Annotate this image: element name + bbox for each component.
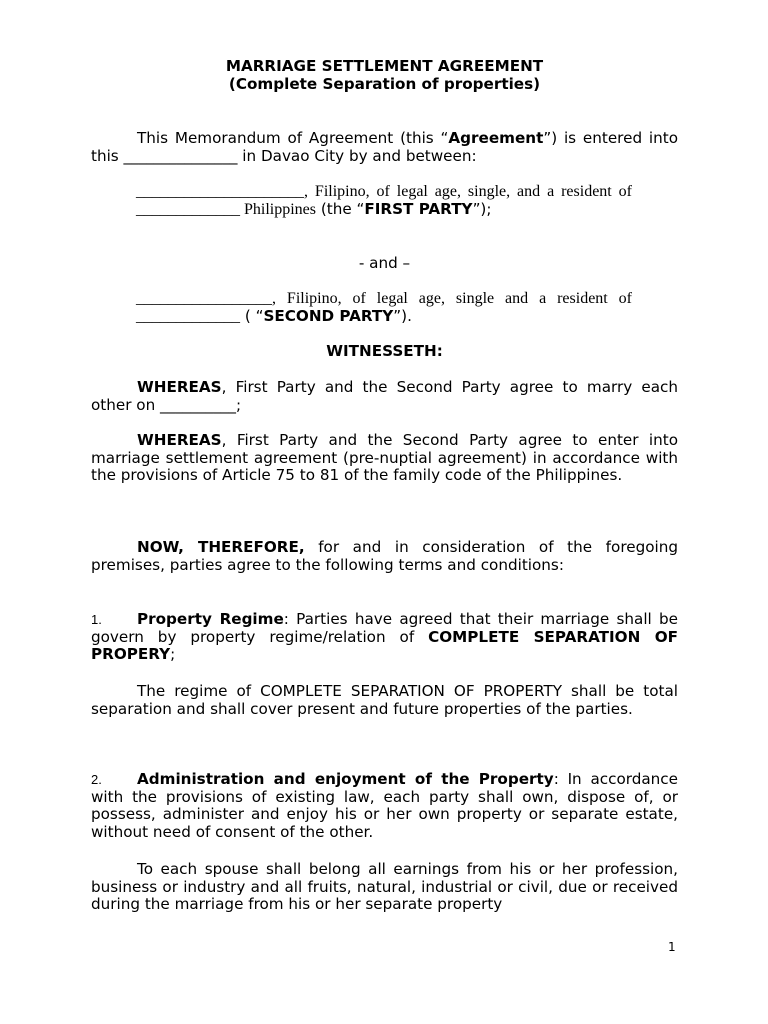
first-party-details: _____________________, Filipino, of legal age, single, and a resident of _____________ Philippines xyxy=(136,183,632,218)
whereas-1-text: , First Party and the Second Party agree to marry each other on __________; xyxy=(91,378,678,414)
first-party-close: ”); xyxy=(472,199,492,218)
whereas-paragraph-1 xyxy=(91,379,678,414)
item-1-bold-end: COMPLETE SEPARATION OF PROPERY xyxy=(91,627,678,664)
agreement-term: Agreement xyxy=(448,129,544,147)
first-party-paragraph xyxy=(136,183,632,218)
and-separator: - and – xyxy=(358,254,411,272)
second-party-details: _________________, Filipino, of legal age, single and a resident of _____________ xyxy=(136,290,632,325)
title-line-1: MARRIAGE SETTLEMENT AGREEMENT xyxy=(225,57,544,75)
item-2-text: : In accordance with the provisions of existing law, each party shall own, dispose of, or possess, administer and enjoy his or her own property or separate estate, without need of consent of the other. xyxy=(91,770,679,841)
first-party-label: FIRST PARTY xyxy=(364,199,473,218)
item-1-end: ; xyxy=(170,645,176,664)
whereas-1-label: WHEREAS xyxy=(137,378,222,396)
item-1-heading: Property Regime xyxy=(137,610,284,628)
second-party-label: SECOND PARTY xyxy=(263,306,394,325)
first-party-open: (the “ xyxy=(316,199,365,218)
whereas-2-text: , First Party and the Second Party agree to enter into marriage settlement agreement (pre-nuptial agreement) in accordance with the provisions of Article 75 to 81 of the family code of the Philippines. xyxy=(91,431,678,485)
page-number: 1 xyxy=(668,940,676,954)
item-2-heading: Administration and enjoyment of the Property xyxy=(137,770,554,788)
spouse-earnings-paragraph: To each spouse shall belong all earnings from his or her profession, business or industry and all fruits, natural, industrial or civil, due or received during the marriage from his or her separate property xyxy=(91,860,678,914)
witnesseth-text: WITNESSETH: xyxy=(326,342,443,360)
second-party-close: ”). xyxy=(393,306,412,325)
now-therefore-text: for and in consideration of the foregoing premises, parties agree to the following terms and conditions: xyxy=(91,538,678,574)
intro-paragraph xyxy=(91,130,678,165)
whereas-paragraph-2 xyxy=(91,432,678,485)
now-therefore-paragraph xyxy=(91,539,678,574)
second-party-open: ( “ xyxy=(240,306,264,325)
item-2-administration xyxy=(91,771,678,841)
item-1-property-regime xyxy=(91,611,678,664)
whereas-2-label: WHEREAS xyxy=(137,431,222,449)
now-therefore-label: NOW, THEREFORE, xyxy=(137,538,305,556)
item-1-text: : Parties have agreed that their marriage shall be govern by property regime/relation of xyxy=(91,610,678,646)
item-2-number: 2. xyxy=(91,772,102,787)
title-line-2: (Complete Separation of properties) xyxy=(228,74,541,93)
document-title xyxy=(91,58,678,93)
item-1-number: 1. xyxy=(91,612,102,627)
witnesseth-heading xyxy=(91,343,678,361)
intro-text-end: ”) is entered into this _______________ in Davao City by and between: xyxy=(91,129,678,165)
intro-text-start: This Memorandum of Agreement (this “ xyxy=(137,129,449,147)
second-party-paragraph xyxy=(136,290,632,325)
regime-paragraph: The regime of COMPLETE SEPARATION OF PROPERTY shall be total separation and shall cover present and future properties of the parties. xyxy=(91,682,678,718)
